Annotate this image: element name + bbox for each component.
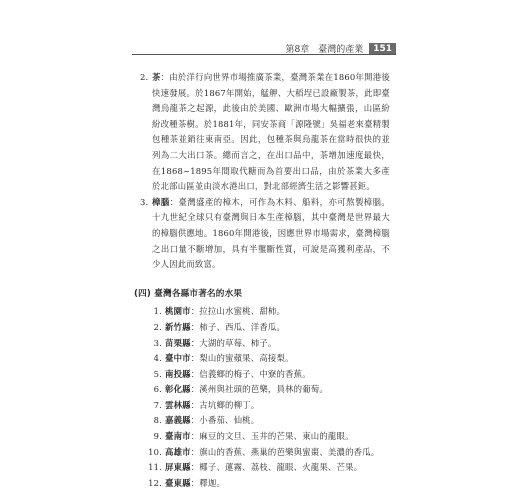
fruit-list: [146, 304, 390, 491]
fruit-text: ：梨山的蜜蘋果、高接梨。: [190, 353, 294, 364]
county-name: 高雄市: [165, 446, 191, 457]
list-item-camphor: [140, 195, 390, 273]
list-item: [146, 460, 390, 476]
item-number: 5.: [153, 368, 162, 379]
page-body: [134, 70, 391, 491]
item-number: 4.: [153, 353, 162, 364]
county-name: 苗栗縣: [165, 337, 191, 348]
list-item: [146, 398, 390, 414]
list-item: [146, 336, 390, 352]
fruit-text: ：大湖的草莓、柿子。: [190, 337, 277, 348]
item-text: ：臺灣盛產的樟木，可作為木料、船料，亦可熬製樟腦。十九世紀全球只有臺灣與日本生產樟腦，其中臺灣是世界最大的樟腦供應地。1860年開港後，因應世界市場需求，臺灣樟腦之出口量不斷增加，具有半壟斷性質，可說是高獲利產品，不少人因此而致富。: [152, 196, 391, 270]
county-name: 新竹縣: [165, 321, 191, 332]
list-item: [146, 445, 390, 461]
county-name: 南投縣: [165, 368, 191, 379]
chapter-title: 第8章 臺灣的產業: [285, 45, 364, 55]
item-term: 茶: [152, 72, 161, 82]
item-number: 6.: [153, 384, 162, 395]
fruit-text: ：古坑鄉的柳丁。: [190, 399, 260, 410]
list-item: [146, 476, 390, 492]
county-name: 臺中市: [165, 353, 191, 364]
item-term: 樟腦: [152, 196, 170, 207]
fruit-text: ：柿子、西瓜、洋香瓜。: [190, 321, 286, 332]
list-item: [146, 429, 390, 445]
fruit-text: ：旗山的香蕉、燕巢的芭樂與蜜棗、美濃的香瓜。: [190, 446, 380, 457]
item-number: 2.: [153, 321, 162, 332]
item-number: 3.: [153, 337, 162, 348]
header-rule: [132, 54, 396, 55]
item-number: 11.: [148, 462, 162, 473]
list-item: [146, 413, 390, 429]
item-number: 12.: [148, 477, 162, 488]
county-name: 臺東縣: [165, 477, 191, 488]
item-number: 9.: [153, 431, 162, 442]
fruit-text: ：小番茄、仙桃。: [190, 415, 260, 426]
county-name: 嘉義縣: [165, 415, 191, 426]
county-name: 彰化縣: [165, 384, 191, 395]
item-number: 2.: [140, 72, 149, 82]
fruit-text: ：拉拉山水蜜桃、甜柿。: [190, 306, 286, 317]
item-number: 10.: [148, 446, 162, 457]
county-name: 桃園市: [165, 306, 191, 317]
list-item: [146, 304, 390, 320]
county-name: 雲林縣: [165, 399, 191, 410]
item-number: 3.: [140, 196, 149, 207]
fruit-text: ：釋迦。: [190, 477, 226, 488]
item-number: 8.: [153, 415, 162, 426]
county-name: 屏東縣: [165, 462, 191, 473]
fruit-text: ：溪州與社頭的芭樂，員林的葡萄。: [190, 384, 328, 395]
section-title: (四) 臺灣各縣市著名的水果: [134, 288, 243, 299]
list-item-tea: [140, 70, 390, 195]
list-item: [146, 320, 390, 336]
fruit-text: ：信義鄉的梅子、中寮的香蕉。: [190, 368, 311, 379]
list-item: [146, 382, 390, 398]
list-item: [146, 351, 390, 367]
list-item: [146, 367, 390, 383]
page-number: 151: [369, 43, 396, 55]
item-text: ：由於洋行向世界市場推廣茶業，臺灣茶業在1860年開港後快速發展。於1867年開始，艋舺、大稻埕已設廠製茶，此即臺灣烏龍茶之起源，此後由於美國、歐洲市場大幅擴張，山區紛紛改種茶樹。於1881年，同安茶商「源隆號」吳福老來臺精製包種茶並銷往東南亞。因此，包種茶與烏龍茶在當時很快的並列為二大出口茶。總而言之，在出口品中，茶增加速度最快，在1868~1895年間取代糖而為首要出口品，由於茶業大多產於北部山區並由淡水港出口，對北部經濟生活之影響甚鉅。: [152, 72, 390, 192]
item-number: 1.: [153, 306, 162, 317]
fruit-text: ：麻豆的文旦、玉井的芒果、東山的龍眼。: [190, 431, 354, 442]
item-number: 7.: [153, 399, 162, 410]
fruit-text: ：椰子、蓮霧、荔枝、龍眼、火龍果、芒果。: [190, 462, 363, 473]
county-name: 臺南市: [165, 431, 191, 442]
